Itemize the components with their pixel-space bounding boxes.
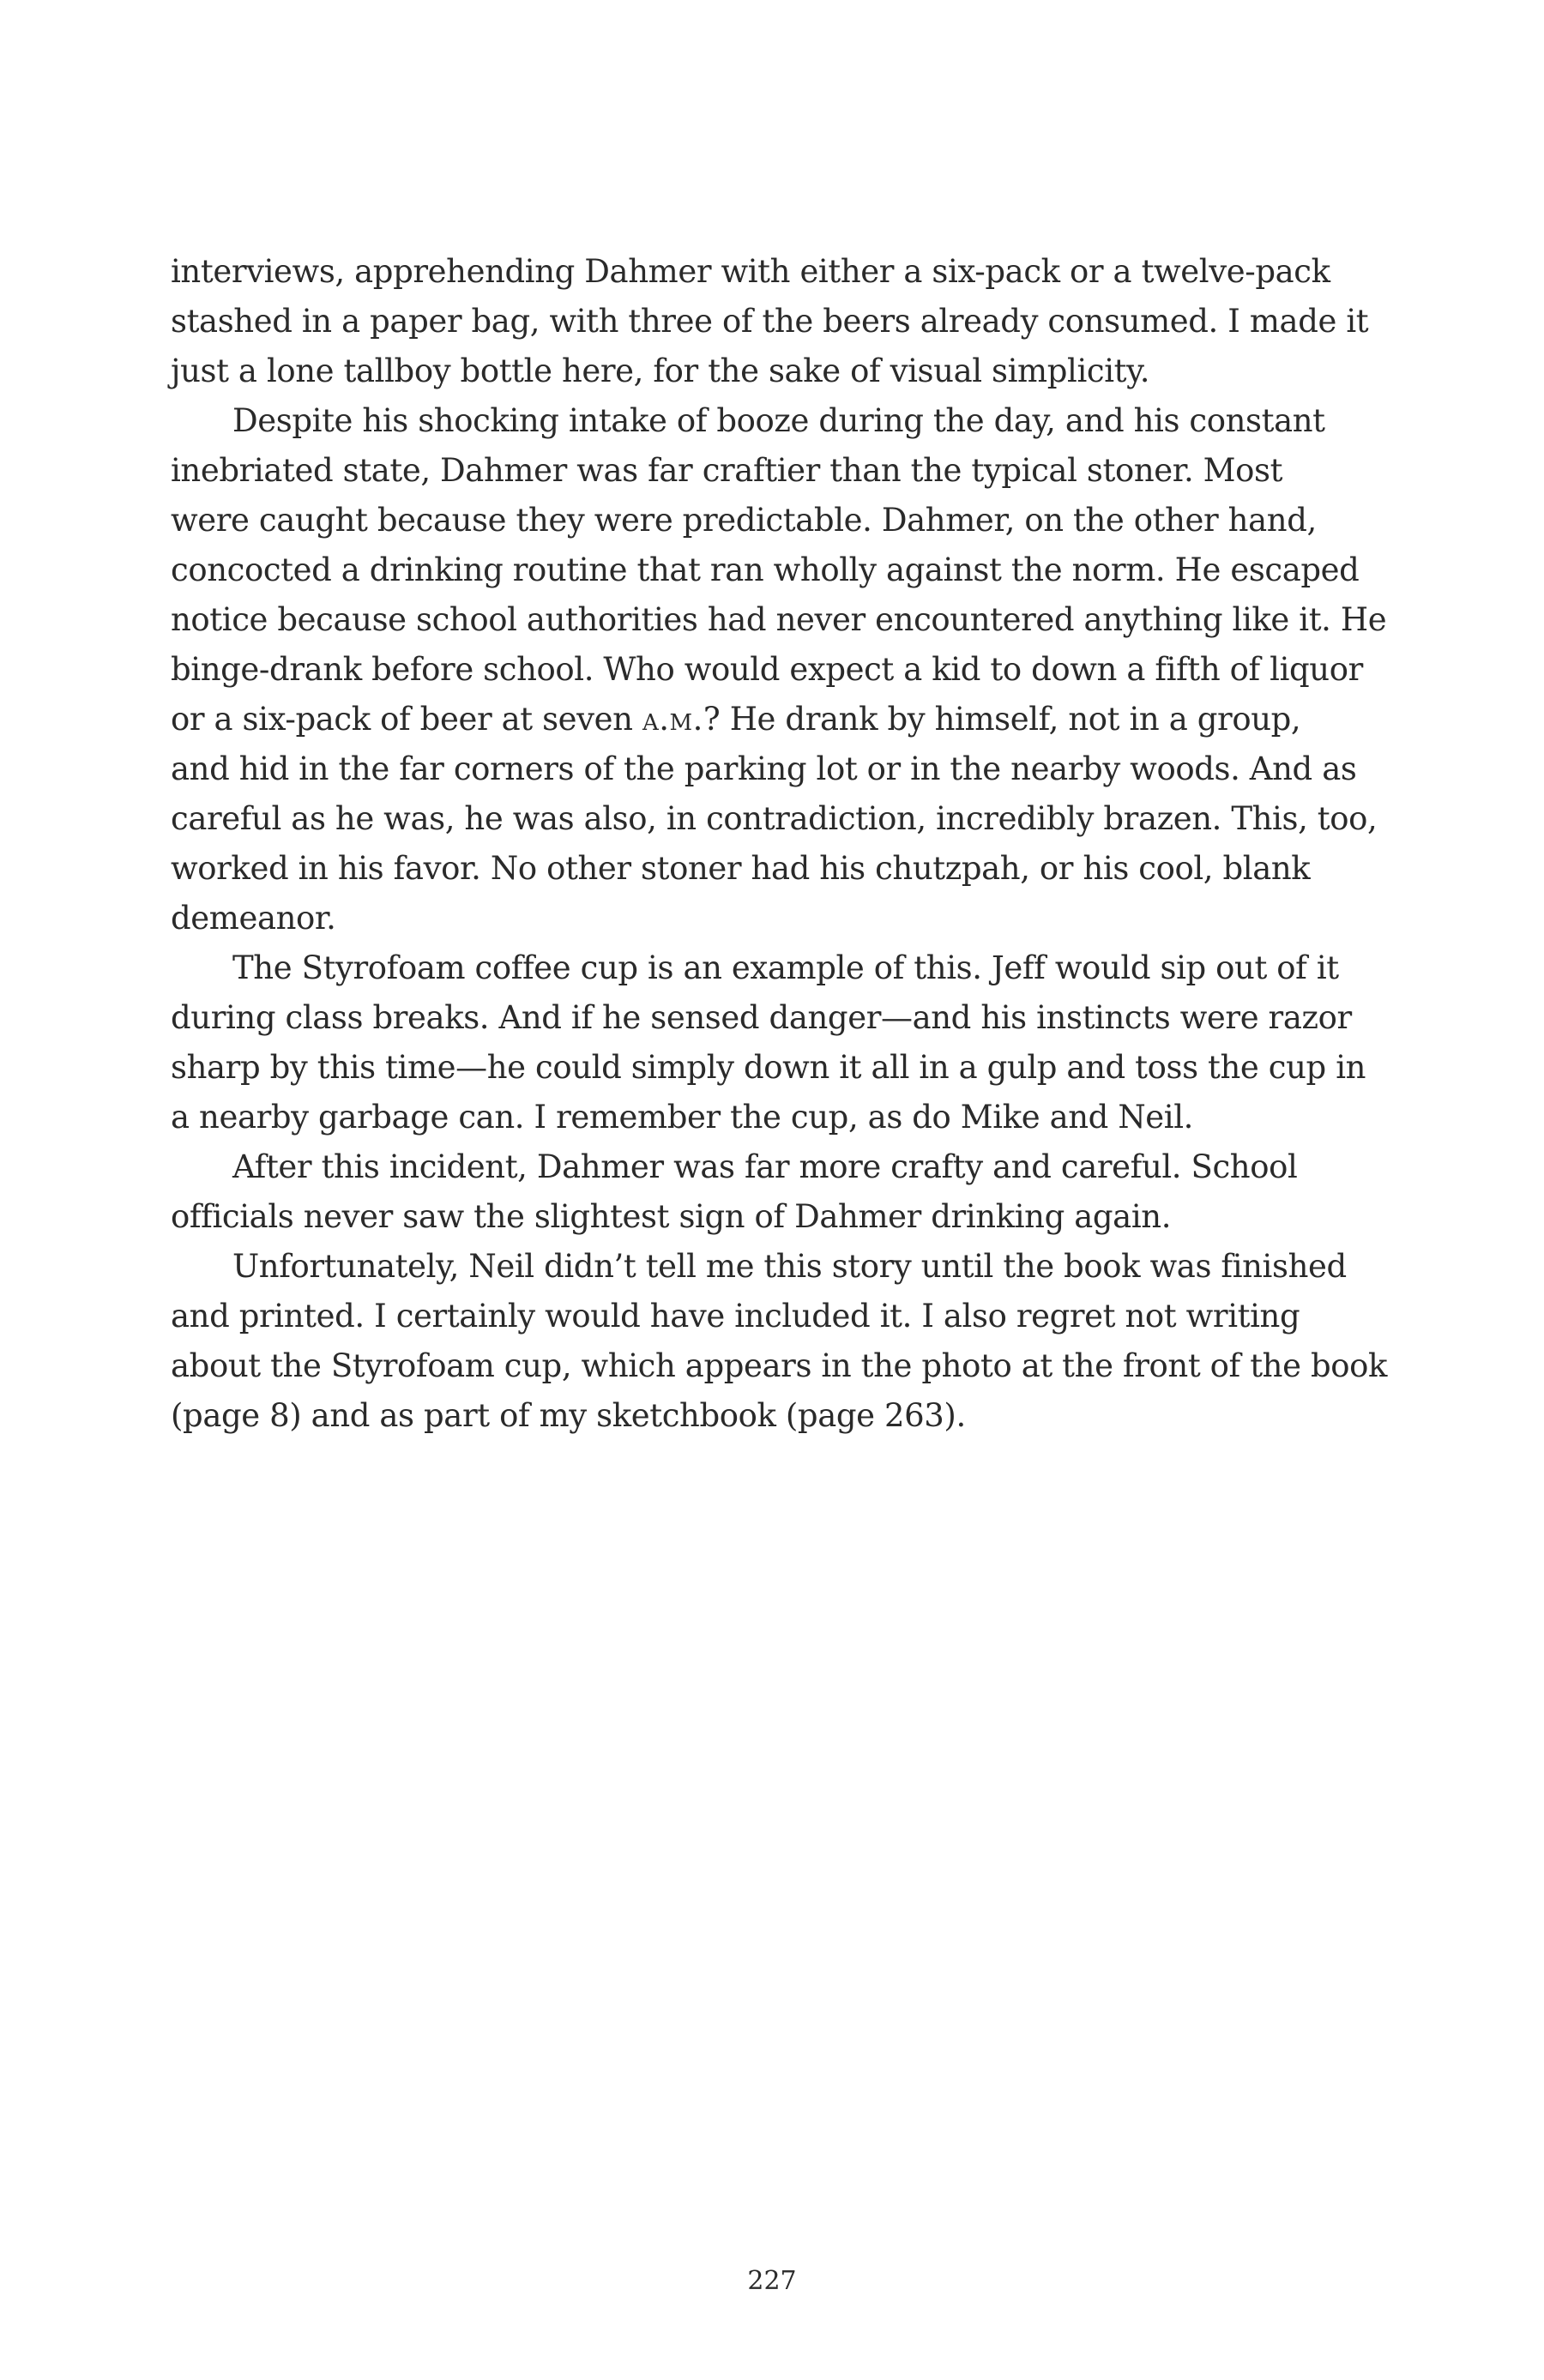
text-segment: or a six-pack of beer at seven [171, 701, 642, 738]
text-line: demeanor. [171, 900, 336, 937]
paragraph-start-line: After this incident, Dahmer was far more crafty and careful. School [232, 1148, 1298, 1185]
body-text [171, 247, 1388, 1441]
text-line: stashed in a paper bag, with three of the beers already consumed. I made it [171, 303, 1369, 340]
text-line: just a lone tallboy bottle here, for the sake of visual simplicity. [171, 352, 1150, 389]
text-line: careful as he was, he was also, in contradiction, incredibly brazen. This, too, [171, 800, 1378, 837]
time-abbreviation: a.m. [642, 701, 703, 738]
text-line: were caught because they were predictable. Dahmer, on the other hand, [171, 502, 1317, 539]
text-line: binge-drank before school. Who would expect a kid to down a fifth of liquor [171, 651, 1363, 688]
text-line: (page 8) and as part of my sketchbook (page 263). [171, 1397, 966, 1434]
text-line: and hid in the far corners of the parking lot or in the nearby woods. And as [171, 750, 1357, 787]
paragraph-start-line: Despite his shocking intake of booze during the day, and his constant [232, 402, 1325, 439]
paragraph-start-line: The Styrofoam coffee cup is an example of this. Jeff would sip out of it [232, 949, 1339, 986]
text-line: a nearby garbage can. I remember the cup, as do Mike and Neil. [171, 1099, 1194, 1136]
text-line: inebriated state, Dahmer was far craftier than the typical stoner. Most [171, 452, 1283, 489]
text-line: worked in his favor. No other stoner had his chutzpah, or his cool, blank [171, 850, 1311, 887]
text-line: notice because school authorities had never encountered anything like it. He [171, 601, 1387, 638]
text-line: and printed. I certainly would have included it. I also regret not writing [171, 1298, 1300, 1335]
text-segment: ? He drank by himself, not in a group, [703, 701, 1301, 738]
text-line: during class breaks. And if he sensed danger—and his instincts were razor [171, 999, 1352, 1036]
text-line: concocted a drinking routine that ran wholly against the norm. He escaped [171, 551, 1360, 588]
text-line: interviews, apprehending Dahmer with either a six-pack or a twelve-pack [171, 253, 1330, 290]
text-line: about the Styrofoam cup, which appears in the photo at the front of the book [171, 1347, 1388, 1384]
text-line [171, 695, 1354, 744]
text-line: officials never saw the slightest sign of Dahmer drinking again. [171, 1198, 1172, 1235]
paragraph-start-line: Unfortunately, Neil didn’t tell me this story until the book was finished [232, 1248, 1347, 1285]
page-number: 227 [747, 2266, 797, 2296]
text-line: sharp by this time—he could simply down it all in a gulp and toss the cup in [171, 1049, 1366, 1086]
